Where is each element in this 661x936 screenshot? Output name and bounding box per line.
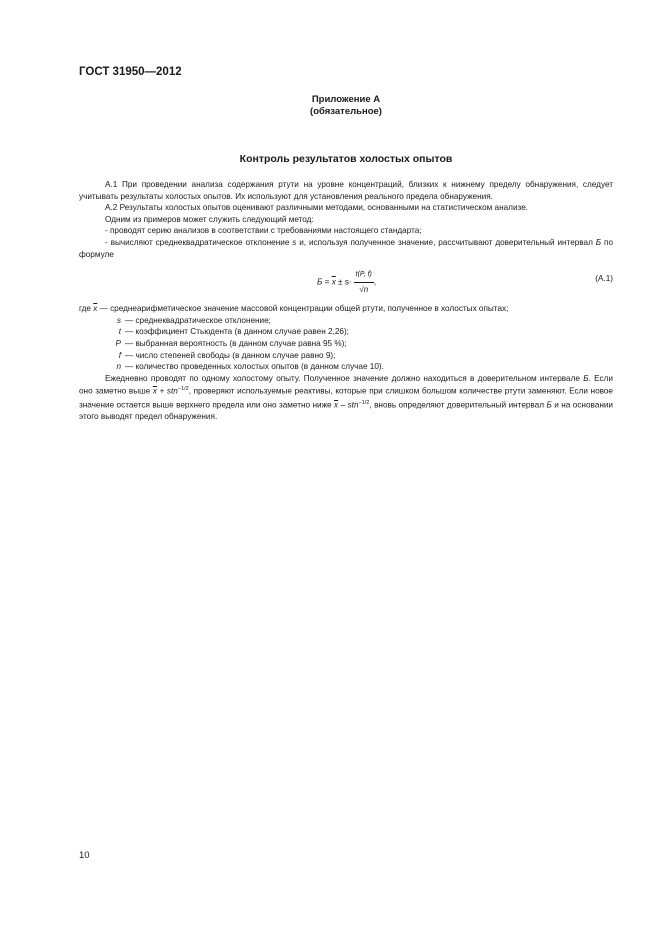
formula-expression: $Б = \overline{x} \pm s\cdot$ $\frac{t(P, f)}{√n}$ ,: [317, 271, 377, 294]
definition-item: f — число степеней свободы (в данном случае равно 9);: [118, 350, 336, 360]
definitions-list: [79, 303, 613, 373]
section-title: Контроль результатов холостых опытов: [239, 153, 453, 165]
annex-title: Приложение А: [311, 94, 381, 105]
document-body: [79, 179, 613, 423]
definition-item: P — выбранная вероятность (в данном случае равна 95 %);: [115, 338, 347, 348]
page-number: 10: [79, 850, 90, 861]
definition-item: где $\overline{x}$ — среднеарифметическое значение массовой концентрации общей ртути, полученное в холостых опытах;: [79, 304, 509, 314]
formula-fraction: $\frac{t(P, f)}{√n}$: [355, 271, 372, 294]
paragraph-step1: - проводят серию анализов в соответствии с требованиями настоящего стандарта;: [105, 226, 422, 236]
paragraph-final: Ежедневно проводят по одному холостому опыту. Полученное значение должно находиться в доверительном интервале Б. Если оно заметно выше $\overline{x} + stn^{-1/2}$, проверяют используемые реактивы, которые при слишком большом количестве ртути заменяют. Если новое значение остается выше верхнего предела или оно заметно ниже $\overline{x} - stn^{-1/2}$, вновь определяют доверительный интервал Б и на основании этого выводят предел обнаружения.: [79, 373, 613, 421]
paragraph-a1: А.1 При проведении анализа содержания ртути на уровне концентраций, близких к нижнему пределу обнаружения, следует учитывать результаты холостых опытов. Их используют для установления реального предела обнаружения.: [79, 180, 613, 201]
definition-item: s — среднеквадратическое отклонение;: [116, 315, 271, 325]
definition-item: t — коэффициент Стьюдента (в данном случае равен 2,26);: [118, 327, 349, 337]
annex-subtitle: (обязательное): [310, 106, 382, 117]
paragraph-step2: - вычисляют среднеквадратическое отклонение s и, используя полученное значение, рассчитывают доверительный интервал Б по формуле: [79, 237, 613, 259]
formula-number: (А.1): [595, 274, 613, 284]
formula-a1: [79, 263, 613, 297]
definition-item: n — количество проведенных холостых опытов (в данном случае 10).: [116, 362, 384, 372]
document-code: ГОСТ 31950—2012: [79, 66, 182, 78]
paragraph-a2: А.2 Результаты холостых опытов оценивают различными методами, основанными на статистическом анализе.: [105, 203, 529, 213]
paragraph-example: Одним из примеров может служить следующий метод:: [105, 214, 314, 224]
